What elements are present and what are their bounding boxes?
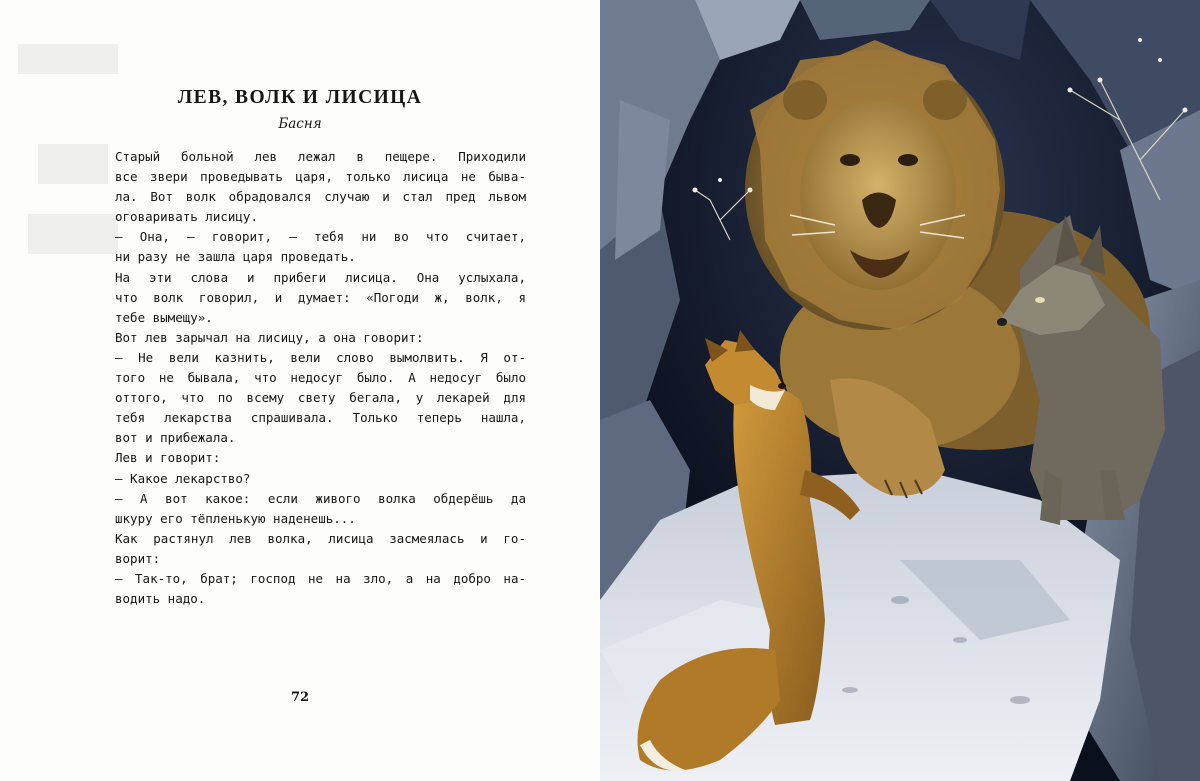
story-paragraph xyxy=(94,569,526,609)
story-paragraph xyxy=(94,448,526,468)
story-text xyxy=(94,147,526,609)
text-line: ни разу не зашла царя проведать. xyxy=(115,249,356,265)
text-line: оговаривать лисицу. xyxy=(115,209,258,225)
story-genre: Басня xyxy=(278,116,322,132)
text-line: — А вот какое: если живого волка обдерёшь да xyxy=(115,490,526,506)
story-paragraph xyxy=(94,489,526,529)
text-line: вот и прибежала. xyxy=(115,430,236,446)
story-paragraph xyxy=(94,227,526,267)
story-paragraph xyxy=(94,328,526,348)
text-line: Старый больной лев лежал в пещере. Приходили xyxy=(115,149,526,164)
text-line: — Она, — говорит, — тебя ни во что считает, xyxy=(115,229,526,245)
lion-wolf-fox-illustration xyxy=(600,0,1200,781)
text-line: Как растянул лев волка, лисица засмеялась и го- xyxy=(115,530,526,546)
story-paragraph xyxy=(94,469,526,489)
story-paragraph xyxy=(94,348,526,448)
story-paragraph xyxy=(94,147,526,227)
text-line: что волк говорил, и думает: «Погоди ж, волк, я xyxy=(115,289,526,305)
illustration-page xyxy=(600,0,1200,781)
text-line: водить надо. xyxy=(115,591,206,607)
text-line: оттого, что по всему свету бегала, у лекарей для xyxy=(115,390,526,406)
text-line: Вот лев зарычал на лисицу, а она говорит: xyxy=(115,329,424,345)
story-title: ЛЕВ, ВОЛК И ЛИСИЦА xyxy=(177,87,423,108)
text-line: тебе вымещу». xyxy=(115,309,213,325)
page-number: 72 xyxy=(290,690,310,705)
text-line: ворит: xyxy=(115,550,161,566)
text-line: ла. Вот волк обрадовался случаю и стал пред львом xyxy=(115,189,526,205)
text-line: того не бывала, что недосуг было. А недосуг было xyxy=(115,370,526,386)
text-line: все звери проведывать царя, только лисица не быва- xyxy=(115,169,526,185)
text-line: — Не вели казнить, вели слово вымолвить. Я от- xyxy=(115,349,526,365)
text-line: шкуру его тёпленькую наденешь... xyxy=(115,510,356,526)
text-line: На эти слова и прибеги лисица. Она услыхала, xyxy=(115,269,526,285)
story-paragraph xyxy=(94,529,526,569)
text-line: тебя лекарства спрашивала. Только теперь нашла, xyxy=(115,410,526,426)
story-paragraph xyxy=(94,268,526,328)
text-line: Лев и говорит: xyxy=(115,450,221,466)
text-line: — Какое лекарство? xyxy=(115,470,251,486)
text-line: — Так-то, брат; господ не на зло, а на добро на- xyxy=(115,570,526,586)
